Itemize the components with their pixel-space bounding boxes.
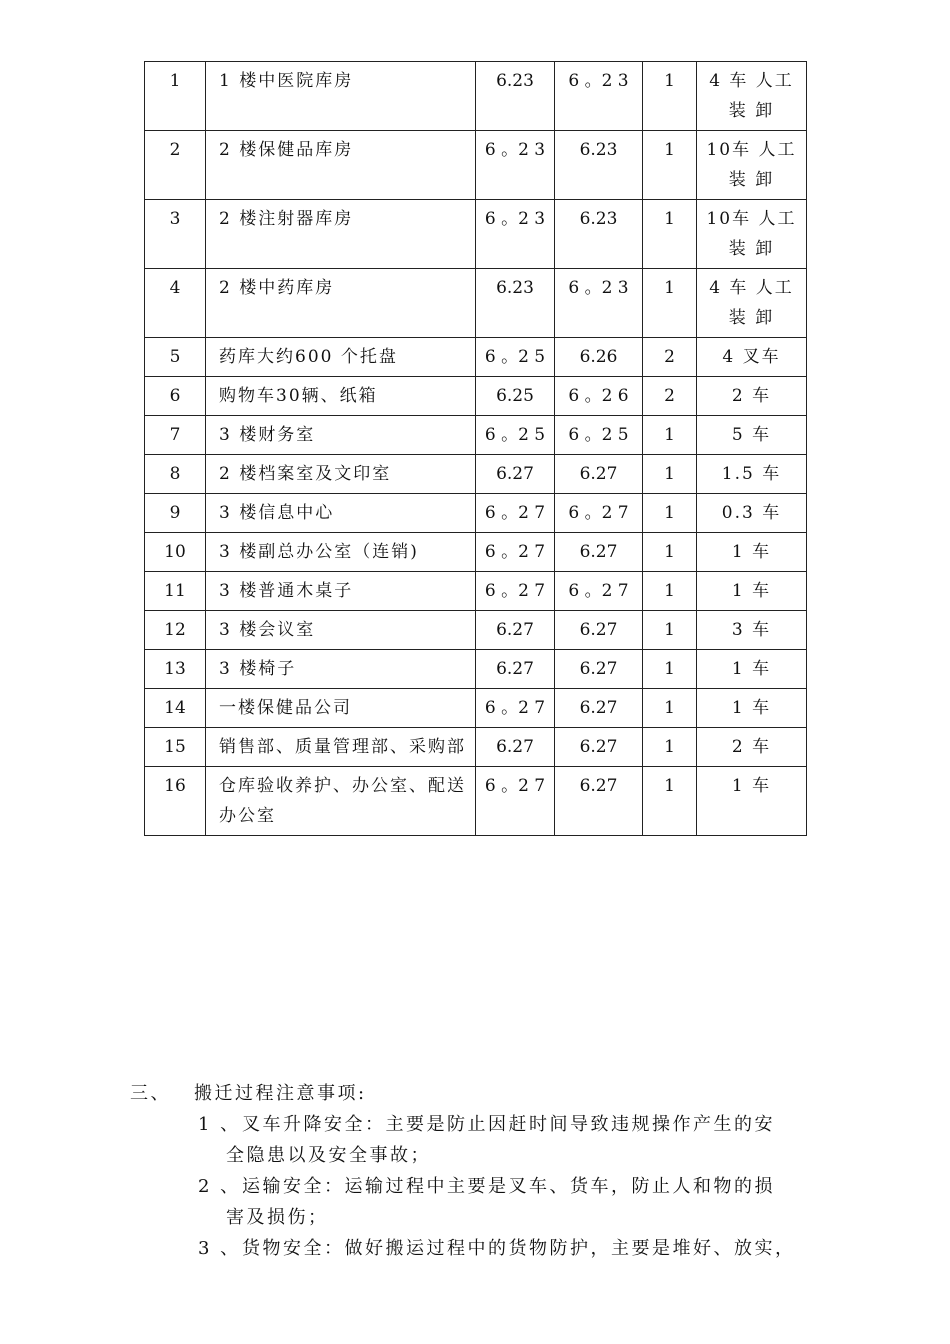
item-cell: 一楼保健品公司 [206,689,476,728]
count-cell: 2 [643,338,697,377]
date-start-cell: 6.25 [476,377,555,416]
item-cell: 销售部、质量管理部、采购部 [206,728,476,767]
note-item [130,1109,830,1171]
date-start-cell: 6.23 [476,269,555,338]
table-row [145,338,807,377]
count-cell: 1 [643,416,697,455]
notes-heading-text: 搬迁过程注意事项: [194,1083,367,1104]
vehicles-cell: 0.3 车 [697,494,807,533]
note-item-number: 1 、 [198,1114,241,1135]
date-start-cell: 6 。2 3 [476,200,555,269]
date-end-cell: 6 。2 7 [555,572,643,611]
date-end-cell: 6.27 [555,455,643,494]
vehicles-cell: 1.5 车 [697,455,807,494]
date-end-cell: 6 。2 3 [555,62,643,131]
count-cell: 1 [643,269,697,338]
date-end-cell: 6.26 [555,338,643,377]
table-row [145,62,807,131]
table-row [145,611,807,650]
count-cell: 1 [643,572,697,611]
row-number: 6 [145,377,206,416]
item-cell: 3 楼会议室 [206,611,476,650]
table-row [145,767,807,836]
row-number: 1 [145,62,206,131]
vehicles-cell: 2 车 [697,728,807,767]
item-cell: 3 楼普通木桌子 [206,572,476,611]
date-start-cell: 6.27 [476,455,555,494]
item-cell: 2 楼中药库房 [206,269,476,338]
item-cell: 3 楼财务室 [206,416,476,455]
date-start-cell: 6.27 [476,611,555,650]
row-number: 14 [145,689,206,728]
vehicles-cell: 1 车 [697,767,807,836]
date-end-cell: 6 。2 5 [555,416,643,455]
vehicles-cell: 10车 人工装 卸 [697,200,807,269]
date-start-cell: 6.23 [476,62,555,131]
vehicles-cell: 5 车 [697,416,807,455]
row-number: 15 [145,728,206,767]
table-row [145,200,807,269]
note-item-number: 3 、 [198,1238,241,1259]
date-end-cell: 6.27 [555,728,643,767]
count-cell: 1 [643,767,697,836]
table-row [145,533,807,572]
row-number: 2 [145,131,206,200]
note-item-text: 运输安全：运输过程中主要是叉车、货车，防止人和物的损 [242,1176,775,1197]
row-number: 12 [145,611,206,650]
note-item [130,1233,830,1264]
date-start-cell: 6.27 [476,728,555,767]
row-number: 11 [145,572,206,611]
date-end-cell: 6.27 [555,533,643,572]
note-item-continuation: 害及损伤； [226,1207,329,1228]
date-end-cell: 6.27 [555,650,643,689]
item-cell: 2 楼档案室及文印室 [206,455,476,494]
row-number: 10 [145,533,206,572]
row-number: 8 [145,455,206,494]
date-start-cell: 6 。2 5 [476,338,555,377]
date-end-cell: 6.27 [555,611,643,650]
row-number: 4 [145,269,206,338]
item-cell: 3 楼椅子 [206,650,476,689]
date-end-cell: 6 。2 3 [555,269,643,338]
note-item-text: 叉车升降安全：主要是防止因赶时间导致违规操作产生的安 [242,1114,775,1135]
date-end-cell: 6.23 [555,131,643,200]
row-number: 7 [145,416,206,455]
count-cell: 1 [643,494,697,533]
date-start-cell: 6 。2 7 [476,494,555,533]
count-cell: 1 [643,689,697,728]
item-cell: 1 楼中医院库房 [206,62,476,131]
notes-section [130,1078,830,1264]
item-cell: 3 楼副总办公室（连销) [206,533,476,572]
table-row [145,494,807,533]
vehicles-cell: 1 车 [697,650,807,689]
count-cell: 1 [643,62,697,131]
date-start-cell: 6 。2 5 [476,416,555,455]
vehicles-cell: 1 车 [697,572,807,611]
table-row [145,377,807,416]
note-item-text: 货物安全：做好搬运过程中的货物防护，主要是堆好、放实， [242,1238,796,1259]
count-cell: 1 [643,455,697,494]
item-cell: 2 楼保健品库房 [206,131,476,200]
vehicles-cell: 1 车 [697,689,807,728]
date-start-cell: 6 。2 7 [476,767,555,836]
count-cell: 1 [643,200,697,269]
vehicles-cell: 4 叉车 [697,338,807,377]
date-end-cell: 6.27 [555,689,643,728]
table-row [145,455,807,494]
note-item [130,1171,830,1233]
row-number: 13 [145,650,206,689]
count-cell: 1 [643,728,697,767]
table-row [145,650,807,689]
date-start-cell: 6 。2 7 [476,533,555,572]
note-item-continuation: 全隐患以及安全事故； [226,1145,431,1166]
row-number: 9 [145,494,206,533]
item-cell: 2 楼注射器库房 [206,200,476,269]
item-cell: 药库大约600 个托盘 [206,338,476,377]
note-item-number: 2 、 [198,1176,241,1197]
item-cell: 3 楼信息中心 [206,494,476,533]
table-row [145,416,807,455]
date-end-cell: 6 。2 6 [555,377,643,416]
vehicles-cell: 1 车 [697,533,807,572]
count-cell: 1 [643,650,697,689]
vehicles-cell: 4 车 人工装 卸 [697,269,807,338]
count-cell: 2 [643,377,697,416]
table-row [145,689,807,728]
vehicles-cell: 2 车 [697,377,807,416]
row-number: 5 [145,338,206,377]
count-cell: 1 [643,131,697,200]
relocation-schedule-table [144,61,807,836]
row-number: 16 [145,767,206,836]
count-cell: 1 [643,611,697,650]
date-end-cell: 6.27 [555,767,643,836]
table-row [145,572,807,611]
date-start-cell: 6 。2 7 [476,689,555,728]
vehicles-cell: 10车 人工装 卸 [697,131,807,200]
date-start-cell: 6 。2 3 [476,131,555,200]
date-end-cell: 6.23 [555,200,643,269]
table-row [145,131,807,200]
table-row [145,269,807,338]
notes-heading-number: 三、 [130,1083,171,1104]
date-end-cell: 6 。2 7 [555,494,643,533]
item-cell: 仓库验收养护、办公室、配送办公室 [206,767,476,836]
item-cell: 购物车30辆、纸箱 [206,377,476,416]
vehicles-cell: 4 车 人工装 卸 [697,62,807,131]
table-row [145,728,807,767]
count-cell: 1 [643,533,697,572]
vehicles-cell: 3 车 [697,611,807,650]
notes-heading [130,1078,830,1109]
row-number: 3 [145,200,206,269]
date-start-cell: 6.27 [476,650,555,689]
date-start-cell: 6 。2 7 [476,572,555,611]
